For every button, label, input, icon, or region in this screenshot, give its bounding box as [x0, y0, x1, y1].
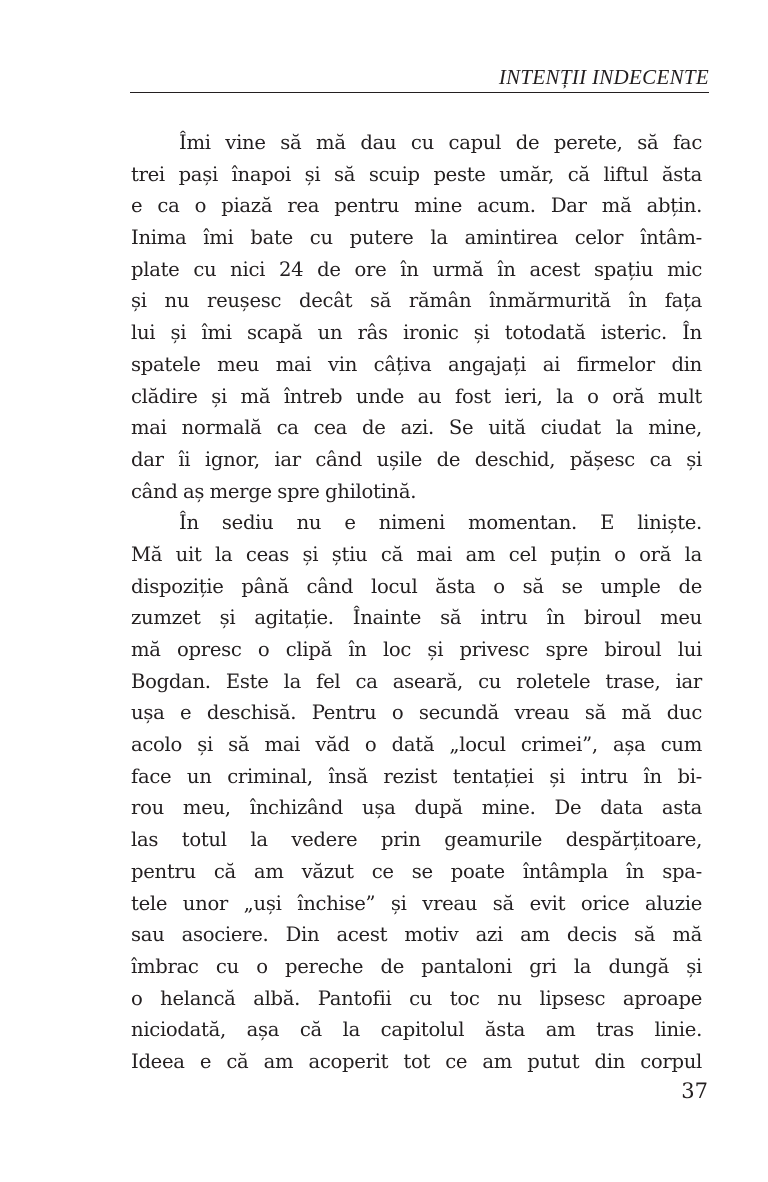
text-line: plate cu nici 24 de ore în urmă în acest spațiu mic	[131, 257, 702, 281]
text-line: îmbrac cu o pereche de pantaloni gri la dungă și	[131, 954, 702, 978]
text-line: e ca o piază rea pentru mine acum. Dar mă abțin.	[131, 194, 702, 218]
header-rule	[130, 92, 709, 93]
text-line: pentru că am văzut ce se poate întâmpla în spa-	[131, 859, 702, 883]
text-line: mă opresc o clipă în loc și privesc spre biroul lui	[131, 638, 702, 661]
text-line: spatele meu mai vin câțiva angajați ai firmelor din	[131, 352, 702, 376]
text-line: acolo și să mai văd o dată „locul crimei”, așa cum	[131, 733, 702, 757]
page-number: 37	[681, 1079, 708, 1103]
text-line: Ideea e că am acoperit tot ce am putut din corpul	[131, 1049, 702, 1073]
text-line: las totul la vedere prin geamurile despărțitoare,	[131, 828, 702, 852]
paragraph	[131, 127, 702, 507]
text-line: Bogdan. Este la fel ca aseară, cu roletele trase, iar	[131, 669, 702, 693]
text-line: o helancă albă. Pantofii cu toc nu lipsesc aproape	[131, 986, 702, 1010]
text-line: Îmi vine să mă dau cu capul de perete, să fac	[179, 131, 702, 154]
text-line: trei pași înapoi și să scuip peste umăr, că liftul ăsta	[131, 162, 702, 186]
text-line: dispoziție până când locul ăsta o să se umple de	[131, 574, 702, 598]
body-text	[131, 127, 702, 1078]
text-line: lui și îmi scapă un râs ironic și totodată isteric. În	[131, 321, 702, 345]
running-head-title: INTENȚII INDECENTE	[498, 65, 709, 89]
text-line: dar îi ignor, iar când ușile de deschid, pășesc ca și	[131, 447, 702, 471]
text-line: când aș merge spre ghilotină.	[131, 479, 417, 503]
text-line: clădire și mă întreb unde au fost ieri, la o oră mult	[131, 384, 702, 408]
text-line: și nu reușesc decât să rămân înmărmurită în fața	[131, 289, 702, 313]
text-line: În sediu nu e nimeni momentan. E liniște.	[179, 511, 702, 535]
text-line: face un criminal, însă rezist tentației și intru în bi-	[131, 764, 702, 788]
text-line: zumzet și agitație. Înainte să intru în biroul meu	[131, 606, 702, 630]
text-line: niciodată, așa că la capitolul ăsta am tras linie.	[131, 1018, 702, 1042]
text-line: sau asociere. Din acest motiv azi am decis să mă	[131, 923, 702, 947]
text-line: ușa e deschisă. Pentru o secundă vreau să mă duc	[131, 701, 702, 725]
paragraph	[131, 507, 702, 1077]
text-line: rou meu, închizând ușa după mine. De data asta	[131, 796, 702, 820]
text-line: tele unor „uși închise” și vreau să evit orice aluzie	[131, 891, 702, 915]
text-line: Inima îmi bate cu putere la amintirea celor întâm-	[131, 226, 702, 250]
text-line: Mă uit la ceas și știu că mai am cel puțin o oră la	[131, 542, 702, 566]
text-line: mai normală ca cea de azi. Se uită ciudat la mine,	[131, 416, 702, 440]
